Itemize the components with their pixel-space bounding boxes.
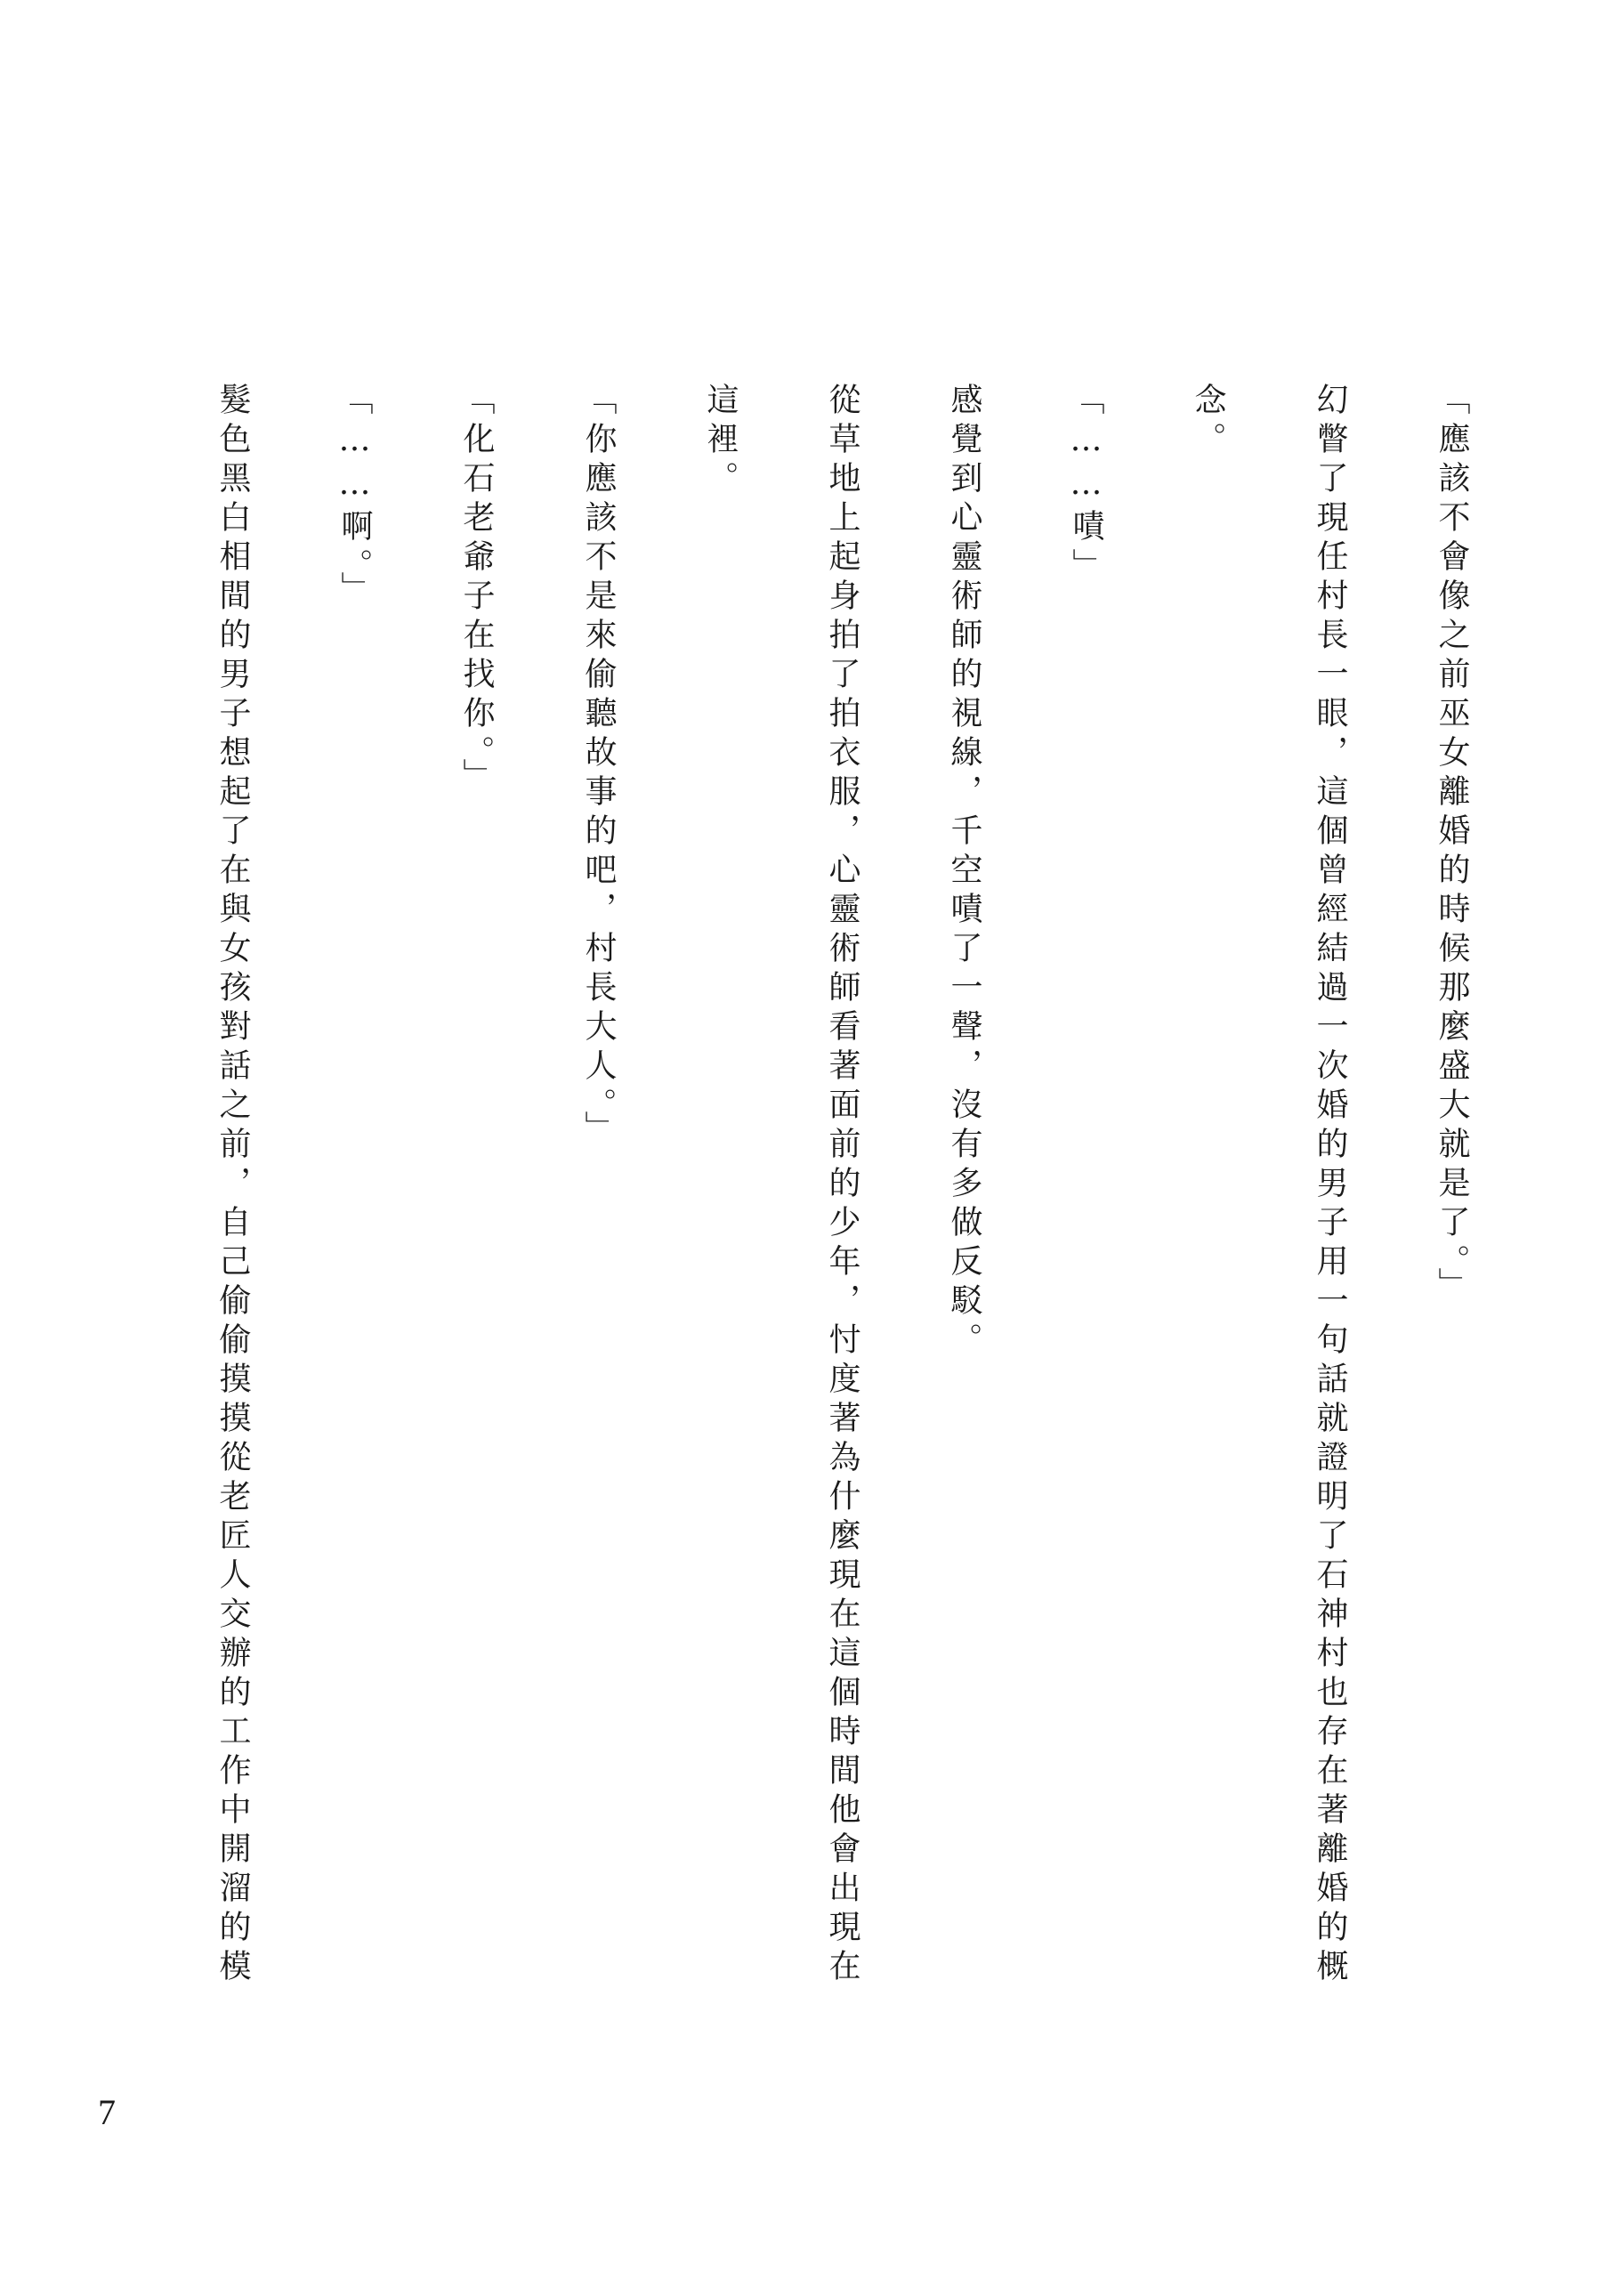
- paragraph-9: 髮色黑白相間的男子想起了在與女孩對話之前，自己偷偷摸摸從老匠人交辦的工作中開溜的模: [214, 383, 251, 1988]
- paragraph-2: 幻瞥了現任村長一眼，這個曾經結過一次婚的男子用一句話就證明了石神村也存在著離婚的概念。: [1190, 383, 1348, 1988]
- vertical-text-body: [125, 383, 1513, 2011]
- paragraph-5: 從草地上起身拍了拍衣服，心靈術師看著面前的少年，忖度著為什麼現在這個時間他會出現在這裡。: [702, 383, 860, 1988]
- paragraph-8: 「……啊。」: [336, 383, 373, 610]
- page-number: 7: [98, 2092, 116, 2132]
- paragraph-1: 「應該不會像之前巫女離婚的時候那麼盛大就是了。」: [1434, 383, 1470, 1306]
- paragraph-6: 「你應該不是來偷聽故事的吧，村長大人。」: [580, 383, 617, 1150]
- paragraph-3: 「……嘖」: [1068, 383, 1104, 587]
- paragraph-7: 「化石老爺子在找你。」: [458, 383, 495, 797]
- paragraph-4: 感覺到心靈術師的視線，千空嘖了一聲，沒有多做反駁。: [946, 383, 982, 1362]
